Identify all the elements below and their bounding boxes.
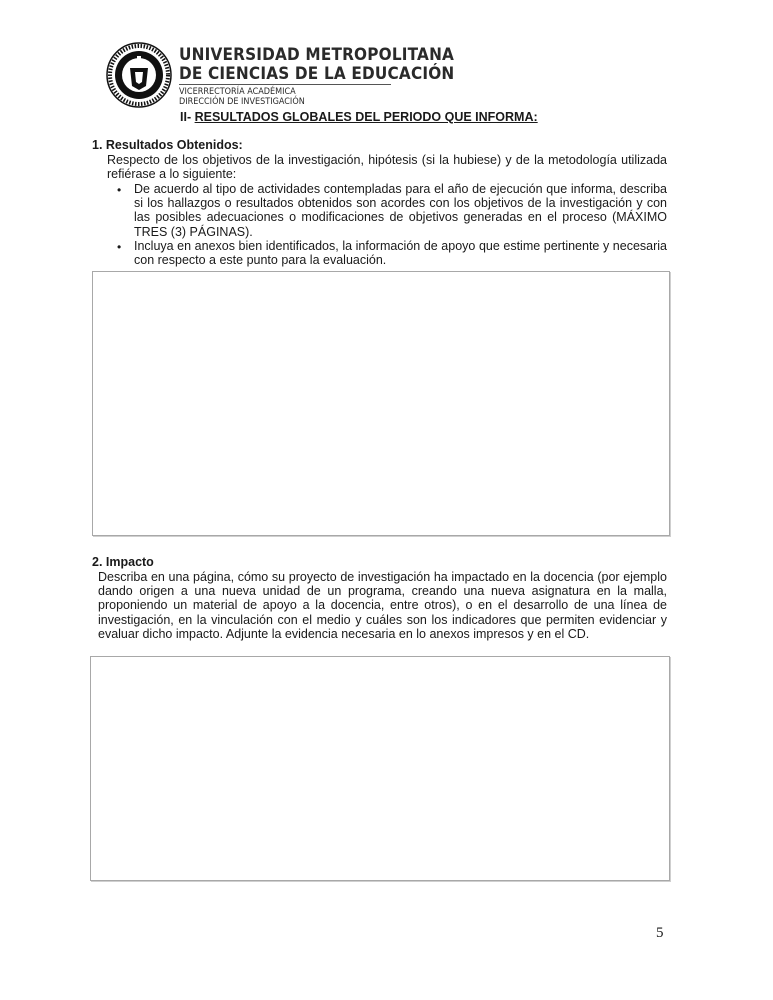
item1-heading: 1. Resultados Obtenidos: (92, 138, 243, 152)
impact-answer-box[interactable] (90, 656, 670, 881)
bullet-icon: • (117, 183, 122, 197)
university-seal-icon (106, 42, 172, 108)
office-line-2: DIRECCIÓN DE INVESTIGACIÓN (179, 97, 305, 107)
item1-intro: Respecto de los objetivos de la investigación, hipótesis (si la hubiese) y de la metodología utilizada refiérase a lo siguiente: (107, 153, 667, 182)
item1-bullet-2: Incluya en anexos bien identificados, la información de apoyo que estime pertinente y necesaria con respecto a este punto para la evaluación. (134, 239, 667, 268)
results-answer-box[interactable] (92, 271, 670, 536)
header-divider (179, 84, 391, 85)
page-number: 5 (656, 925, 664, 941)
section-heading: RESULTADOS GLOBALES DEL PERIODO QUE INFORMA: (194, 110, 538, 124)
section-number: II- (180, 110, 192, 124)
office-line-1: VICERRECTORÍA ACADÉMICA (179, 87, 296, 97)
section-title (180, 110, 538, 124)
university-name-line-2: DE CIENCIAS DE LA EDUCACIÓN (179, 64, 455, 84)
item1-bullet-1: De acuerdo al tipo de actividades contempladas para el año de ejecución que informa, describa si los hallazgos o resultados obtenidos son acordes con los objetivos de la investigación y con las posibles adecuaciones o modificaciones de objetivos generadas en el proceso (MÁXIMO TRES (3) PÁGINAS). (134, 182, 667, 239)
item2-heading: 2. Impacto (92, 555, 154, 569)
item2-body: Describa en una página, cómo su proyecto de investigación ha impactado en la docencia (por ejemplo dando origen a una nueva unidad de un programa, creando una nueva asignatura en la malla, proponiendo un material de apoyo a la docencia, entre otros), o en el desarrollo de una línea de investigación, en la vinculación con el medio y cuáles son los indicadores que permiten evidenciar y evaluar dicho impacto. Adjunte la evidencia necesaria en lo anexos impresos y en el CD. (98, 570, 667, 641)
bullet-icon: • (117, 240, 122, 254)
university-name-line-1: UNIVERSIDAD METROPOLITANA (179, 45, 455, 65)
